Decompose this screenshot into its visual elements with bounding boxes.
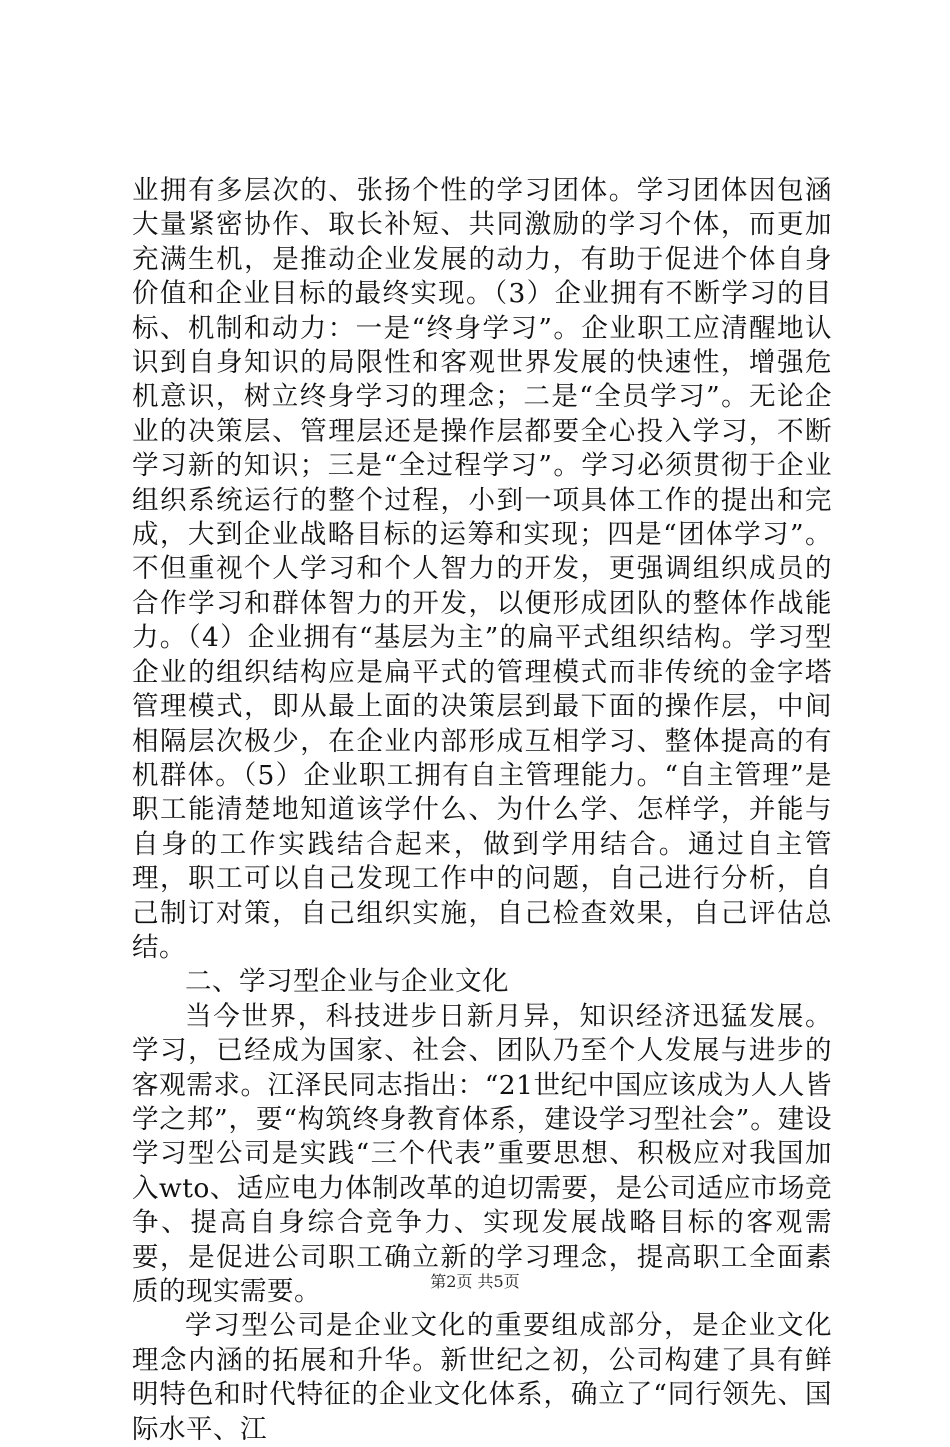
page-number-footer: 第2页 共5页 bbox=[430, 1272, 520, 1291]
paragraph: 学习型公司是企业文化的重要组成部分，是企业文化理念内涵的拓展和升华。新世纪之初，公司构建了具有鲜明特色和时代特征的企业文化体系，确立了“同行领先、国际水平、江 bbox=[132, 1310, 832, 1445]
section-heading: 二、学习型企业与企业文化 bbox=[185, 966, 509, 998]
document-body bbox=[132, 174, 832, 1447]
paragraph-continuation: 业拥有多层次的、张扬个性的学习团体。学习团体因包涵大量紧密协作、取长补短、共同激励的学习个体，而更加充满生机，是推动企业发展的动力，有助于促进个体自身价值和企业目标的最终实现。（3）企业拥有不断学习的目标、机制和动力：一是“终身学习”。企业职工应清醒地认识到自身知识的局限性和客观世界发展的快速性，增强危机意识，树立终身学习的理念；二是“全员学习”。无论企业的决策层、管理层还是操作层都要全心投入学习，不断学习新的知识；三是“全过程学习”。学习必须贯彻于企业组织系统运行的整个过程，小到一项具体工作的提出和完成，大到企业战略目标的运筹和实现；四是“团体学习”。不但重视个人学习和个人智力的开发，更强调组织成员的合作学习和群体智力的开发，以便形成团队的整体作战能力。（4）企业拥有“基层为主”的扁平式组织结构。学习型企业的组织结构应是扁平式的管理模式而非传统的金字塔管理模式，即从最上面的决策层到最下面的操作层，中间相隔层次极少，在企业内部形成互相学习、整体提高的有机群体。（5）企业职工拥有自主管理能力。“自主管理”是职工能清楚地知道该学什么、为什么学、怎样学，并能与自身的工作实践结合起来，做到学用结合。通过自主管理，职工可以自己发现工作中的问题，自己进行分析，自己制订对策，自己组织实施，自己检查效果，自己评估总结。 bbox=[132, 175, 832, 963]
paragraph: 当今世界，科技进步日新月异，知识经济迅猛发展。学习，已经成为国家、社会、团队乃至个人发展与进步的客观需求。江泽民同志指出：“21世纪中国应该成为人人皆学之邦”，要“构筑终身教育体系，建设学习型社会”。建设学习型公司是实践“三个代表”重要思想、积极应对我国加入wto、适应电力体制改革的迫切需要，是公司适应市场竞争、提高自身综合竞争力、实现发展战略目标的客观需要，是促进公司职工确立新的学习理念，提高职工全面素质的现实需要。 bbox=[132, 1000, 832, 1307]
